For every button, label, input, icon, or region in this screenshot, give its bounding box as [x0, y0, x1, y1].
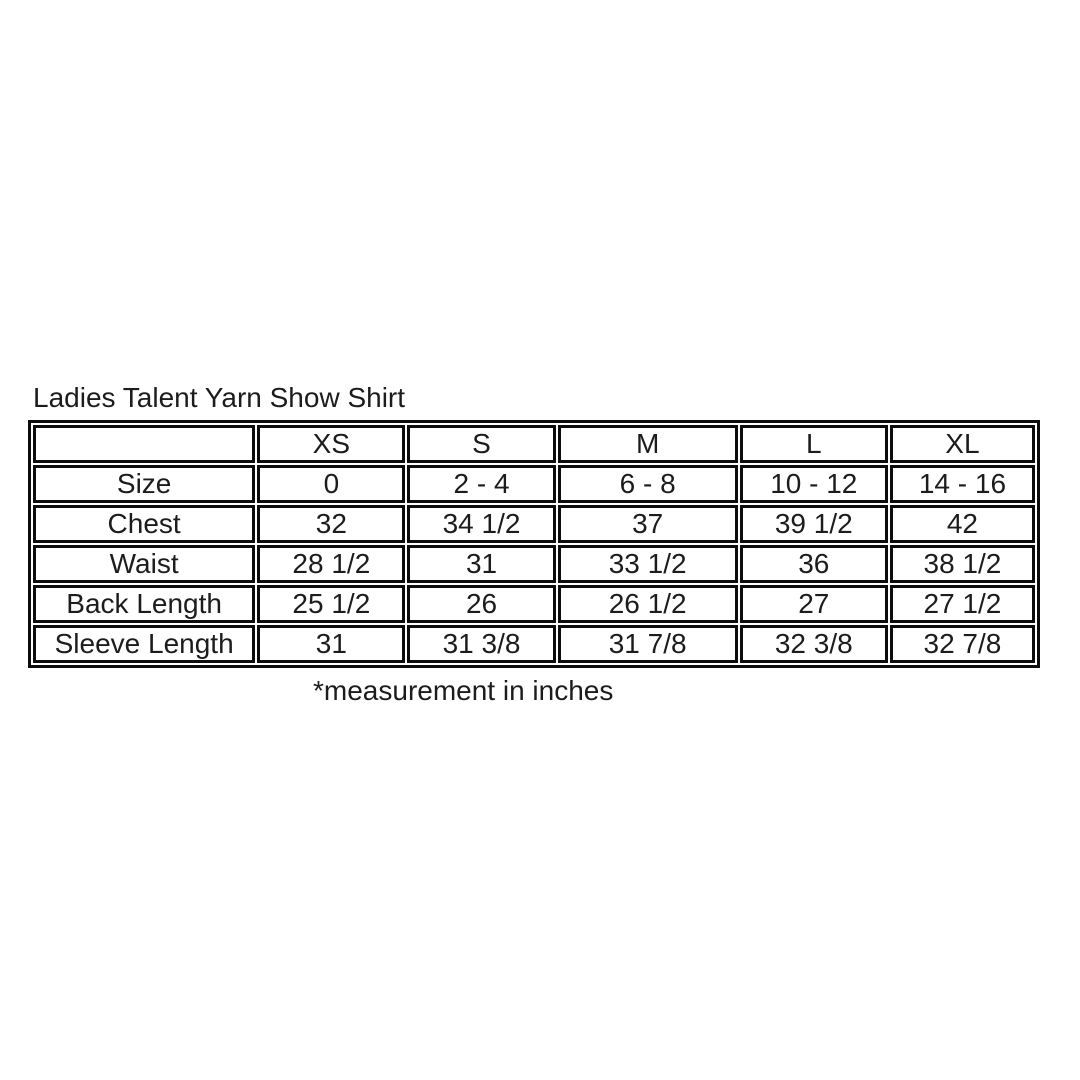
table-cell: 27 — [740, 585, 888, 623]
row-label: Chest — [33, 505, 255, 543]
row-label: Waist — [33, 545, 255, 583]
table-cell: 32 — [257, 505, 405, 543]
table-cell: 39 1/2 — [740, 505, 888, 543]
table-cell: 42 — [890, 505, 1035, 543]
row-label: Back Length — [33, 585, 255, 623]
measurement-footnote: *measurement in inches — [313, 675, 614, 706]
table-cell: 26 1/2 — [558, 585, 738, 623]
table-cell: 31 — [257, 625, 405, 663]
table-cell: 26 — [407, 585, 555, 623]
table-cell: 33 1/2 — [558, 545, 738, 583]
table-cell: 25 1/2 — [257, 585, 405, 623]
table-header-row — [33, 425, 1035, 463]
table-row-waist — [33, 545, 1035, 583]
table-row-back-length — [33, 585, 1035, 623]
table-cell: 0 — [257, 465, 405, 503]
table-cell: 36 — [740, 545, 888, 583]
row-label: Size — [33, 465, 255, 503]
page-title: Ladies Talent Yarn Show Shirt — [33, 382, 406, 413]
table-cell: 31 — [407, 545, 555, 583]
size-chart-table — [28, 420, 1040, 668]
table-cell: 34 1/2 — [407, 505, 555, 543]
table-cell: 28 1/2 — [257, 545, 405, 583]
table-cell: 31 7/8 — [558, 625, 738, 663]
table-row-chest — [33, 505, 1035, 543]
column-header-s: S — [407, 425, 555, 463]
table-cell: 31 3/8 — [407, 625, 555, 663]
table-cell: 37 — [558, 505, 738, 543]
column-header-blank — [33, 425, 255, 463]
table-row-size — [33, 465, 1035, 503]
table-cell: 32 7/8 — [890, 625, 1035, 663]
size-chart-section — [28, 383, 1040, 706]
column-header-l: L — [740, 425, 888, 463]
table-cell: 32 3/8 — [740, 625, 888, 663]
table-cell: 14 - 16 — [890, 465, 1035, 503]
table-cell: 10 - 12 — [740, 465, 888, 503]
table-cell: 6 - 8 — [558, 465, 738, 503]
table-cell: 2 - 4 — [407, 465, 555, 503]
column-header-xs: XS — [257, 425, 405, 463]
table-cell: 27 1/2 — [890, 585, 1035, 623]
column-header-m: M — [558, 425, 738, 463]
row-label: Sleeve Length — [33, 625, 255, 663]
table-cell: 38 1/2 — [890, 545, 1035, 583]
column-header-xl: XL — [890, 425, 1035, 463]
table-row-sleeve-length — [33, 625, 1035, 663]
